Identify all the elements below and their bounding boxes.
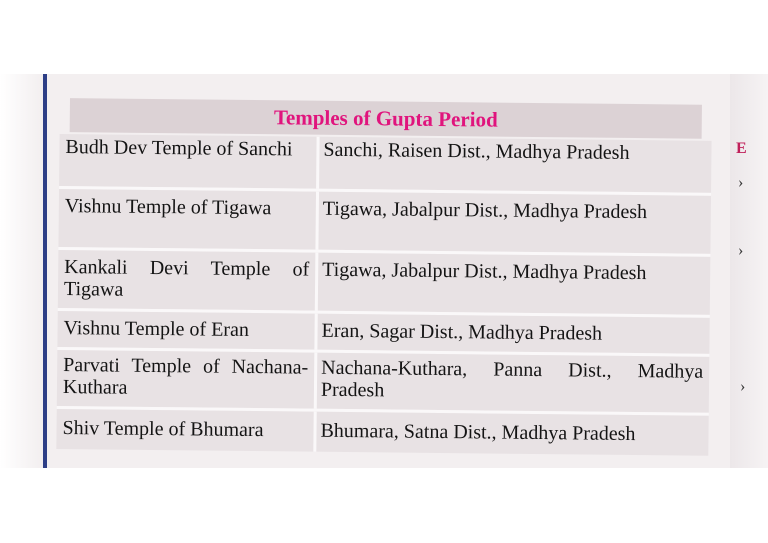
temple-location: Bhumara, Satna Dist., Madhya Pradesh <box>320 419 636 446</box>
temple-location: Eran, Sagar Dist., Madhya Pradesh <box>321 319 603 345</box>
book-page-photo <box>0 74 768 468</box>
left-page-edge <box>0 74 44 468</box>
column-divider <box>316 137 320 189</box>
column-divider <box>315 253 319 311</box>
page-binding-line <box>43 74 47 468</box>
table-row <box>58 189 711 254</box>
column-divider <box>314 353 318 409</box>
temple-name: Vishnu Temple of Tigawa <box>64 195 272 220</box>
table-row <box>59 134 712 193</box>
right-page-fragment: E › › › <box>730 74 768 468</box>
temples-table <box>56 98 712 468</box>
column-divider <box>313 412 316 452</box>
temple-name: Kankali Devi Temple of Tigawa <box>63 256 310 301</box>
temple-location: Sanchi, Raisen Dist., Madhya Pradesh <box>323 138 630 164</box>
table-row <box>56 409 708 456</box>
temple-location: Nachana-Kuthara, Panna Dist., Madhya Pradesh <box>320 356 704 402</box>
table-title: Temples of Gupta Period <box>273 105 498 132</box>
table-title-bar <box>70 98 702 139</box>
table-row <box>57 350 710 413</box>
temple-location: Tigawa, Jabalpur Dist., Madhya Pradesh <box>322 197 648 224</box>
column-divider <box>315 192 319 250</box>
temple-name: Shiv Temple of Bhumara <box>62 417 264 442</box>
temple-name: Budh Dev Temple of Sanchi <box>65 136 293 161</box>
temple-name: Parvati Temple of Nachana-Kuthara <box>62 354 309 399</box>
column-divider <box>314 314 317 350</box>
temple-location: Tigawa, Jabalpur Dist., Madhya Pradesh <box>322 258 647 285</box>
table-row <box>58 250 711 315</box>
temple-name: Vishnu Temple of Eran <box>63 317 250 341</box>
